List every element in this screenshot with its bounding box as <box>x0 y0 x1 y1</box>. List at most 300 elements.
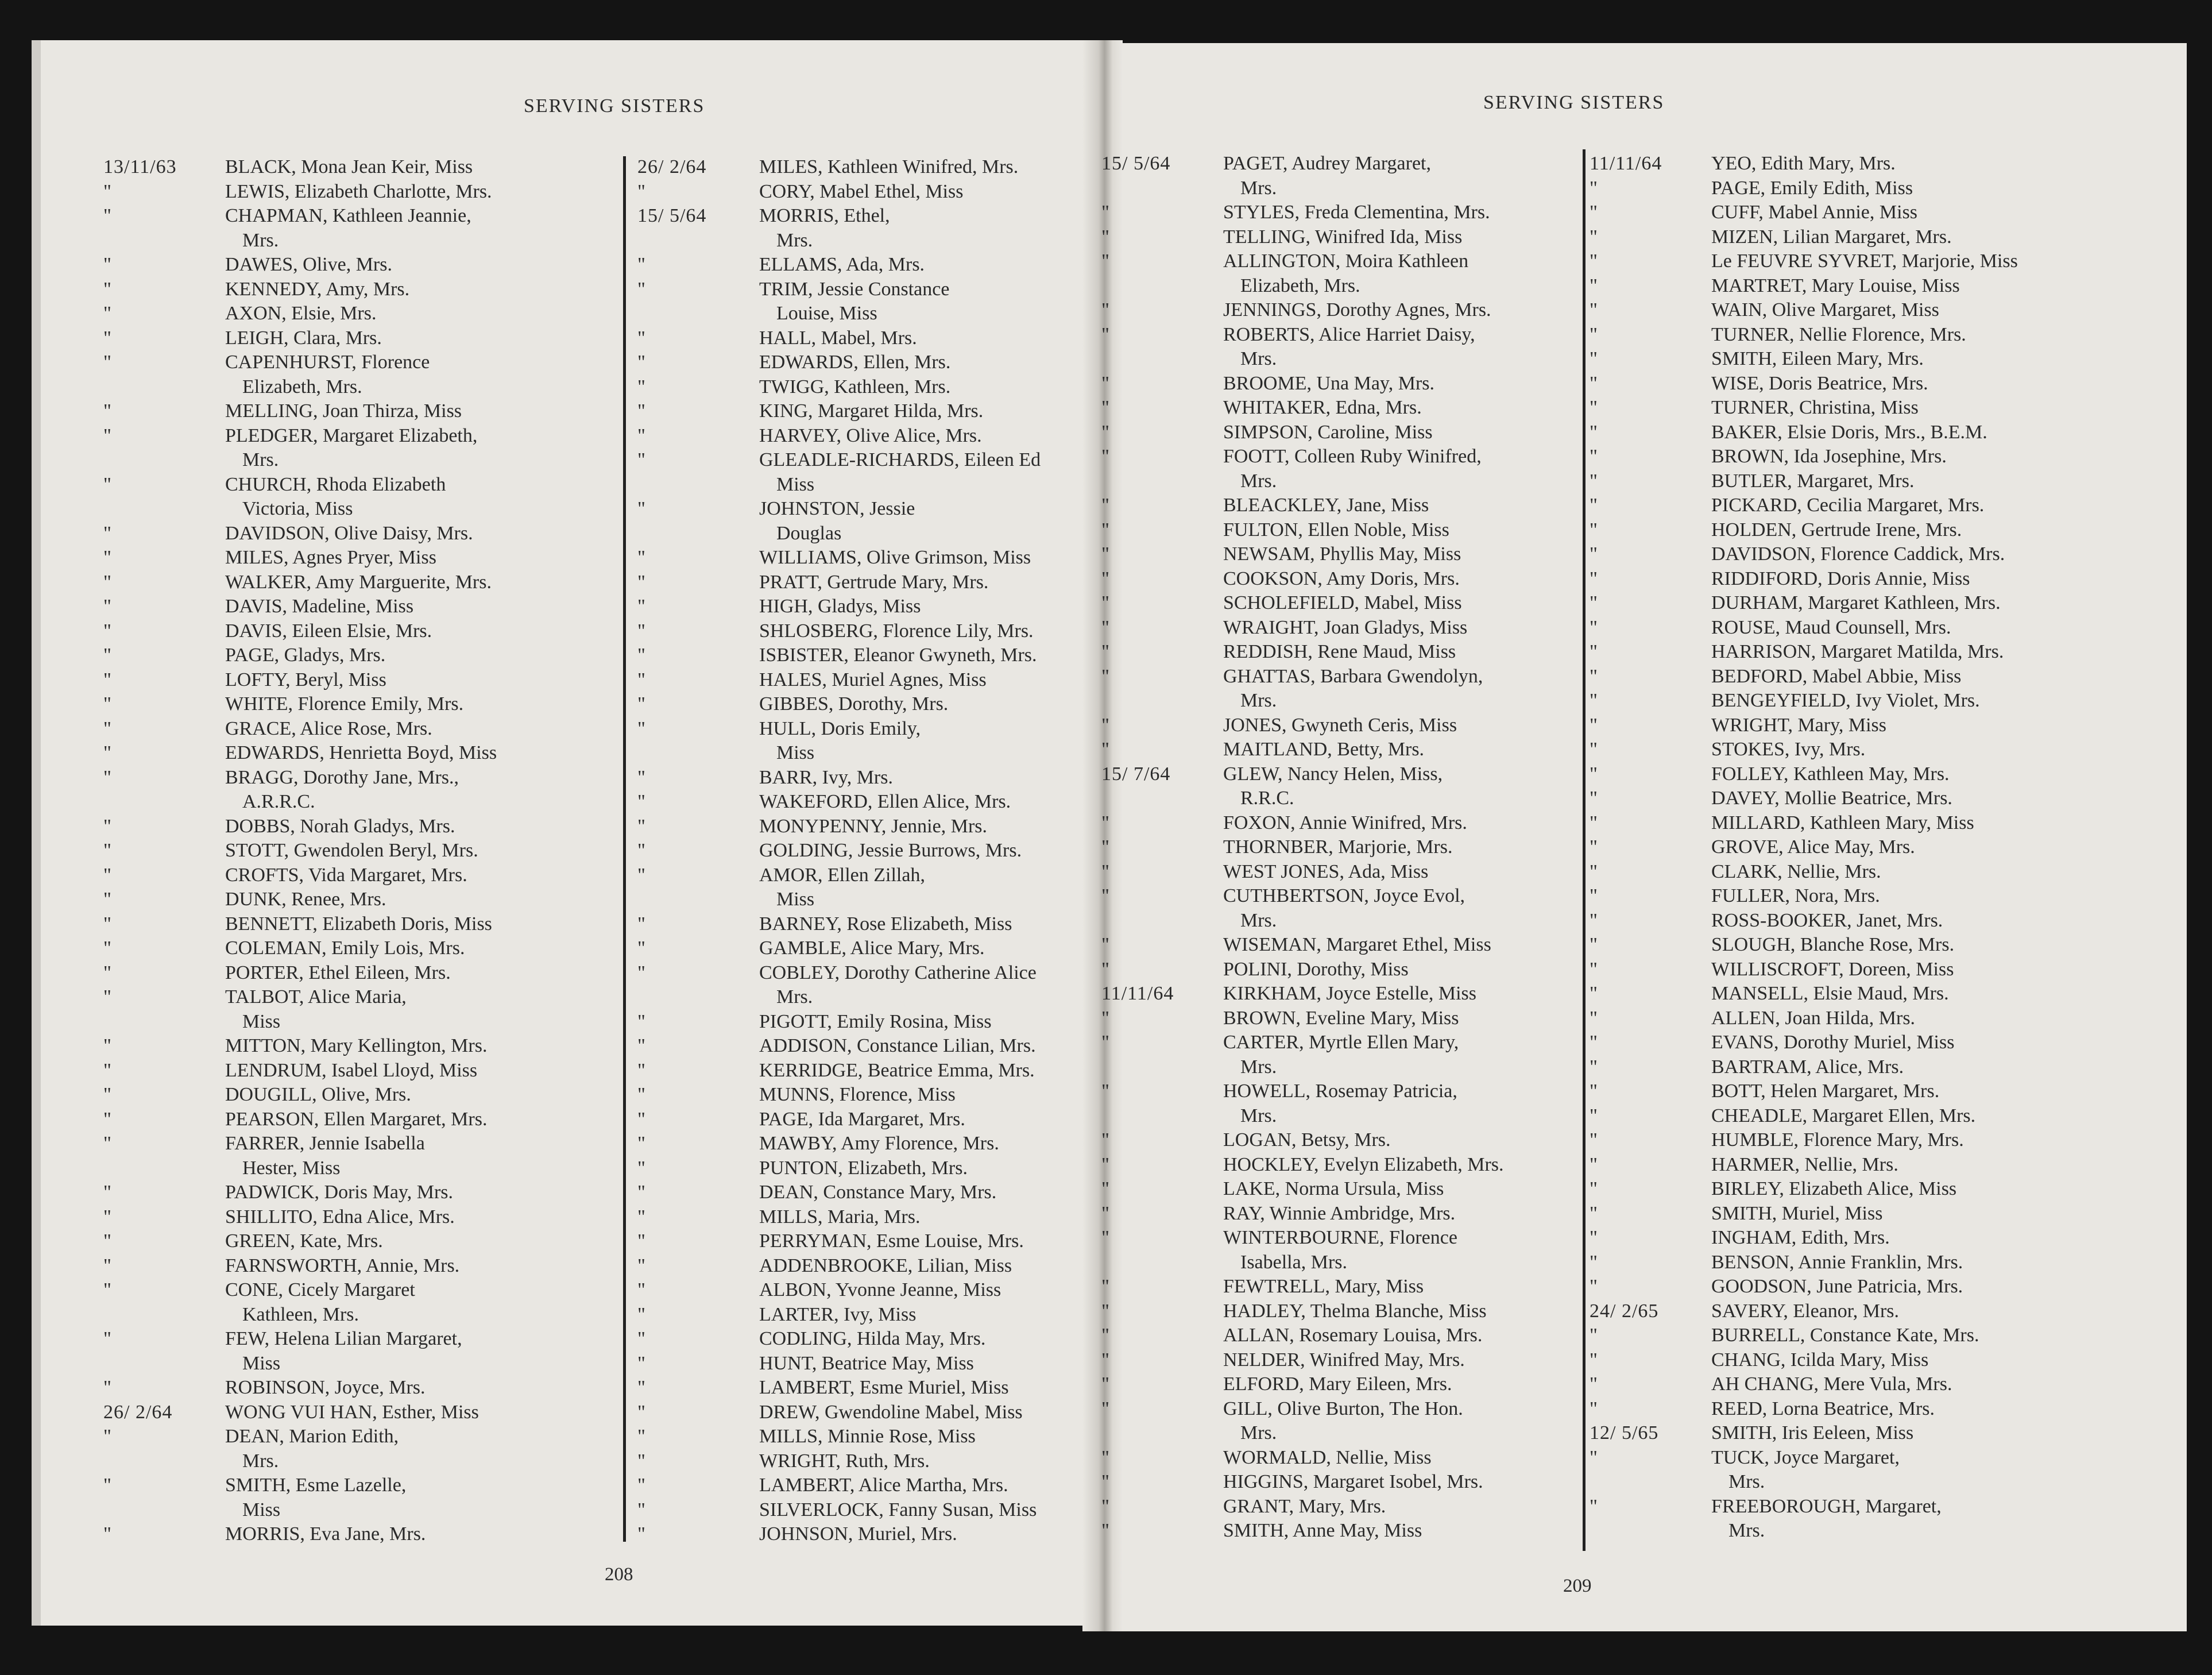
entry-name: BROWN, Ida Josephine, Mrs. <box>1711 446 1947 467</box>
entry-date: " <box>637 1108 646 1130</box>
list-item <box>1101 884 1581 909</box>
entry-date: " <box>637 840 646 861</box>
entry-date: " <box>637 1401 646 1423</box>
list-item <box>1590 298 2181 323</box>
entry-name: Kathleen, Mrs. <box>242 1303 359 1325</box>
entry-date: 26/ 2/64 <box>637 156 707 177</box>
entry-date: " <box>1101 934 1110 955</box>
entry-date: " <box>103 1059 112 1081</box>
list-item <box>637 1229 1080 1254</box>
entry-date: " <box>1590 763 1598 785</box>
entry-name: GAMBLE, Alice Mary, Mrs. <box>759 937 985 959</box>
list-item <box>103 570 620 595</box>
entry-date: " <box>103 180 112 202</box>
list-item <box>1101 1446 1581 1471</box>
entry-name: EDWARDS, Henrietta Boyd, Miss <box>225 742 497 763</box>
entry-name: Hester, Miss <box>242 1157 341 1179</box>
entry-name: CHEADLE, Margaret Ellen, Mrs. <box>1711 1105 1976 1126</box>
list-item <box>103 692 620 717</box>
entry-name: ELLAMS, Ada, Mrs. <box>759 254 925 275</box>
entry-name: A.R.R.C. <box>242 791 315 812</box>
list-item <box>1590 1495 2181 1519</box>
entry-name: THORNBER, Marjorie, Mrs. <box>1223 836 1453 858</box>
entry-date: " <box>1101 1495 1110 1517</box>
list-item <box>1101 200 1581 225</box>
list-item <box>637 1400 1080 1425</box>
entry-list <box>1590 152 2181 1543</box>
list-item <box>103 1010 620 1035</box>
entry-name: DEAN, Constance Mary, Mrs. <box>759 1182 997 1203</box>
entry-name: FEW, Helena Lilian Margaret, <box>225 1328 462 1349</box>
list-item <box>1590 493 2181 518</box>
entry-date: " <box>1101 860 1110 882</box>
entry-date: " <box>637 1377 646 1398</box>
entry-date: " <box>637 1499 646 1520</box>
entry-name: TUCK, Joyce Margaret, <box>1711 1446 1900 1468</box>
entry-date: " <box>1101 250 1110 272</box>
entry-name: Mrs. <box>1728 1471 1765 1492</box>
entry-date: " <box>1590 690 1598 711</box>
list-item <box>103 1425 620 1449</box>
list-item <box>1101 1397 1581 1422</box>
entry-name: PAGE, Ida Margaret, Mrs. <box>759 1108 965 1130</box>
list-item <box>1101 518 1581 543</box>
list-item <box>637 375 1080 400</box>
entry-date: " <box>1590 665 1598 687</box>
entry-date: " <box>637 1255 646 1276</box>
entry-name: TWIGG, Kathleen, Mrs. <box>759 376 951 397</box>
entry-name: HUMBLE, Florence Mary, Mrs. <box>1711 1129 1964 1151</box>
entry-date: " <box>637 1230 646 1252</box>
entry-date: " <box>1590 1398 1598 1419</box>
list-item <box>637 1156 1080 1181</box>
entry-date: " <box>1590 495 1598 516</box>
entry-name: STYLES, Freda Clementina, Mrs. <box>1223 202 1490 223</box>
entry-name: STOTT, Gwendolen Beryl, Mrs. <box>225 840 478 861</box>
list-item <box>637 522 1080 546</box>
entry-name: INGHAM, Edith, Mrs. <box>1711 1227 1890 1248</box>
entry-name: CARTER, Myrtle Ellen Mary, <box>1223 1032 1459 1053</box>
entry-date: " <box>103 1523 112 1545</box>
list-item <box>1590 884 2181 909</box>
entry-date: " <box>637 1279 646 1300</box>
entry-name: Louise, Miss <box>776 303 877 324</box>
list-item <box>1101 249 1581 274</box>
list-item <box>637 1034 1080 1059</box>
entry-date: " <box>1590 568 1598 589</box>
list-item <box>637 790 1080 815</box>
entry-name: EVANS, Dorothy Muriel, Miss <box>1711 1032 1955 1053</box>
entry-date: 11/11/64 <box>1101 983 1174 1004</box>
entry-date: " <box>103 986 112 1008</box>
entry-name: AH CHANG, Mere Vula, Mrs. <box>1711 1373 1952 1395</box>
list-item <box>637 570 1080 595</box>
entry-date: " <box>1590 1251 1598 1273</box>
entry-name: BROOME, Una May, Mrs. <box>1223 372 1435 394</box>
entry-name: KERRIDGE, Beatrice Emma, Mrs. <box>759 1059 1035 1081</box>
entry-date: " <box>1101 1349 1110 1371</box>
entry-date: " <box>103 1255 112 1276</box>
entry-date: " <box>1101 299 1110 321</box>
entry-date: " <box>103 1182 112 1203</box>
entry-name: BIRLEY, Elizabeth Alice, Miss <box>1711 1178 1957 1199</box>
entry-date: " <box>637 571 646 593</box>
entry-date: " <box>1590 470 1598 492</box>
entry-name: PAGET, Audrey Margaret, <box>1223 153 1431 174</box>
entry-date: " <box>103 1084 112 1105</box>
entry-date: " <box>103 1230 112 1252</box>
entry-name: SLOUGH, Blanche Rose, Mrs. <box>1711 934 1955 955</box>
entry-name: Mrs. <box>1240 177 1277 199</box>
entry-name: LENDRUM, Isabel Lloyd, Miss <box>225 1059 478 1081</box>
entry-name: PEARSON, Ellen Margaret, Mrs. <box>225 1108 488 1130</box>
entry-name: CUTHBERTSON, Joyce Evol, <box>1223 885 1465 906</box>
entry-date: " <box>1590 1349 1598 1371</box>
entry-date: " <box>1590 739 1598 760</box>
entry-date: " <box>1590 348 1598 369</box>
list-item <box>1590 1006 2181 1031</box>
entry-date: " <box>1101 568 1110 589</box>
entry-date: 26/ 2/64 <box>103 1401 173 1423</box>
entry-name: FREEBOROUGH, Margaret, <box>1711 1495 1942 1517</box>
entry-name: WORMALD, Nellie, Miss <box>1223 1446 1432 1468</box>
list-item <box>1101 982 1581 1006</box>
entry-name: SMITH, Muriel, Miss <box>1711 1202 1883 1224</box>
entry-name: SHLOSBERG, Florence Lily, Mrs. <box>759 620 1034 642</box>
entry-name: FULLER, Nora, Mrs. <box>1711 885 1880 906</box>
entry-date: " <box>103 327 112 349</box>
entry-date: " <box>1590 909 1598 931</box>
entry-name: Mrs. <box>776 986 813 1008</box>
entry-name: BRAGG, Dorothy Jane, Mrs., <box>225 766 459 788</box>
entry-name: BENGEYFIELD, Ivy Violet, Mrs. <box>1711 690 1980 711</box>
entry-date: " <box>637 449 646 470</box>
entry-date: " <box>637 937 646 959</box>
entry-name: CHURCH, Rhoda Elizabeth <box>225 473 446 495</box>
entry-name: PUNTON, Elizabeth, Mrs. <box>759 1157 968 1179</box>
entry-name: POLINI, Dorothy, Miss <box>1223 958 1409 980</box>
left-column-divider <box>623 156 626 1542</box>
entry-date: " <box>637 254 646 275</box>
entry-date: " <box>103 205 112 226</box>
entry-name: ROUSE, Maud Counsell, Mrs. <box>1711 616 1951 638</box>
entry-name: REED, Lorna Beatrice, Mrs. <box>1711 1398 1935 1419</box>
entry-name: MORRIS, Eva Jane, Mrs. <box>225 1523 426 1545</box>
list-item <box>1101 298 1581 323</box>
entry-name: FARRER, Jennie Isabella <box>225 1133 425 1154</box>
list-item <box>637 1278 1080 1303</box>
list-item <box>1101 1421 1581 1446</box>
entry-name: PERRYMAN, Esme Louise, Mrs. <box>759 1230 1024 1252</box>
list-item <box>637 1425 1080 1449</box>
list-item <box>103 473 620 497</box>
list-item <box>1590 762 2181 787</box>
entry-date: " <box>103 596 112 617</box>
entry-name: MUNNS, Florence, Miss <box>759 1084 956 1105</box>
page-number: 208 <box>605 1564 633 1585</box>
list-item <box>1590 445 2181 469</box>
list-item <box>1101 1495 1581 1519</box>
list-item <box>1101 811 1581 836</box>
entry-date: " <box>1101 226 1110 248</box>
list-item <box>103 790 620 815</box>
list-item <box>637 546 1080 570</box>
entry-date: " <box>1590 1325 1598 1346</box>
list-item <box>1590 1397 2181 1422</box>
list-item <box>103 326 620 351</box>
entry-name: TELLING, Winifred Ida, Miss <box>1223 226 1463 248</box>
entry-date: " <box>1101 323 1110 345</box>
entry-date: " <box>103 962 112 983</box>
entry-date: " <box>637 327 646 349</box>
entry-date: " <box>103 400 112 422</box>
entry-name: LEWIS, Elizabeth Charlotte, Mrs. <box>225 180 492 202</box>
entry-date: " <box>1590 812 1598 833</box>
entry-name: WRIGHT, Mary, Miss <box>1711 714 1887 736</box>
list-item <box>637 497 1080 522</box>
entry-name: MIZEN, Lilian Margaret, Mrs. <box>1711 226 1952 248</box>
list-item <box>637 473 1080 497</box>
entry-name: ADDISON, Constance Lilian, Mrs. <box>759 1035 1036 1056</box>
entry-name: PADWICK, Doris May, Mrs. <box>225 1182 453 1203</box>
entry-date: " <box>1101 421 1110 443</box>
list-item <box>1101 958 1581 982</box>
list-item <box>637 399 1080 424</box>
entry-name: SMITH, Anne May, Miss <box>1223 1520 1422 1541</box>
entry-name: SMITH, Eileen Mary, Mrs. <box>1711 348 1924 369</box>
entry-date: " <box>637 693 646 715</box>
entry-name: ALLAN, Rosemary Louisa, Mrs. <box>1223 1325 1483 1346</box>
entry-name: PLEDGER, Margaret Elizabeth, <box>225 424 478 446</box>
list-item <box>1101 372 1581 396</box>
entry-date: " <box>1590 1080 1598 1102</box>
entry-name: NEWSAM, Phyllis May, Miss <box>1223 543 1461 565</box>
entry-name: PAGE, Gladys, Mrs. <box>225 644 386 666</box>
list-item <box>1590 1177 2181 1202</box>
entry-name: HOWELL, Rosemay Patricia, <box>1223 1080 1457 1102</box>
entry-date: " <box>103 303 112 324</box>
list-item <box>1590 420 2181 445</box>
entry-date: " <box>1590 958 1598 980</box>
entry-name: MILES, Kathleen Winifred, Mrs. <box>759 156 1019 177</box>
list-item <box>103 1107 620 1132</box>
list-item <box>1590 518 2181 543</box>
list-item <box>1101 1323 1581 1348</box>
entry-date: " <box>1590 1007 1598 1029</box>
entry-name: GROVE, Alice May, Mrs. <box>1711 836 1915 858</box>
entry-name: ROBERTS, Alice Harriet Daisy, <box>1223 323 1475 345</box>
entry-date: " <box>1101 1398 1110 1419</box>
entry-name: JOHNSTON, Jessie <box>759 498 915 519</box>
entry-name: MARTRET, Mary Louise, Miss <box>1711 275 1960 296</box>
list-item <box>1590 1323 2181 1348</box>
entry-name: CLARK, Nellie, Mrs. <box>1711 860 1881 882</box>
entry-date: " <box>1590 788 1598 809</box>
entry-name: BARTRAM, Alice, Mrs. <box>1711 1056 1904 1078</box>
entry-date: " <box>103 693 112 715</box>
list-item <box>1590 811 2181 836</box>
entry-name: HIGGINS, Margaret Isobel, Mrs. <box>1223 1471 1483 1492</box>
list-item <box>1101 1031 1581 1055</box>
entry-list <box>103 155 620 1547</box>
entry-date: " <box>637 1010 646 1032</box>
entry-name: LEIGH, Clara, Mrs. <box>225 327 382 349</box>
entry-name: GOLDING, Jessie Burrows, Mrs. <box>759 840 1022 861</box>
entry-date: " <box>637 1059 646 1081</box>
entry-name: WEST JONES, Ada, Miss <box>1223 860 1429 882</box>
entry-date: " <box>1590 446 1598 467</box>
entry-date: " <box>103 1426 112 1447</box>
entry-name: CHANG, Icilda Mary, Miss <box>1711 1349 1929 1371</box>
entry-date: " <box>1101 1373 1110 1395</box>
entry-name: BUTLER, Margaret, Mrs. <box>1711 470 1915 492</box>
entry-name: MAITLAND, Betty, Mrs. <box>1223 739 1425 760</box>
list-item <box>103 350 620 375</box>
entry-date: " <box>103 1475 112 1496</box>
list-item <box>103 1400 620 1425</box>
list-item <box>1590 640 2181 665</box>
list-item <box>1101 1226 1581 1251</box>
entry-date: " <box>637 1133 646 1154</box>
entry-date: 15/ 7/64 <box>1101 763 1171 785</box>
entry-date: " <box>1101 714 1110 736</box>
entry-date: " <box>1590 275 1598 296</box>
entry-name: GHATTAS, Barbara Gwendolyn, <box>1223 665 1483 687</box>
entry-date: " <box>1590 983 1598 1004</box>
list-item <box>103 204 620 229</box>
entry-date: " <box>637 1352 646 1374</box>
list-item <box>1101 1055 1581 1080</box>
entry-date: " <box>103 1279 112 1300</box>
entry-date: " <box>103 669 112 690</box>
list-item <box>1101 445 1581 469</box>
entry-name: CHAPMAN, Kathleen Jeannie, <box>225 205 471 226</box>
entry-date: " <box>1590 543 1598 565</box>
entry-name: Mrs. <box>1240 690 1277 711</box>
entry-name: BENSON, Annie Franklin, Mrs. <box>1711 1251 1963 1273</box>
entry-date: " <box>637 180 646 202</box>
list-item <box>637 424 1080 449</box>
entry-name: Elizabeth, Mrs. <box>242 376 362 397</box>
entry-name: GLEW, Nancy Helen, Miss, <box>1223 763 1443 785</box>
entry-name: MILLS, Maria, Mrs. <box>759 1206 921 1228</box>
list-item <box>1590 200 2181 225</box>
entry-date: " <box>1101 1446 1110 1468</box>
entry-date: " <box>637 620 646 642</box>
list-item <box>1590 786 2181 811</box>
entry-name: Mrs. <box>1240 1105 1277 1126</box>
entry-name: GRACE, Alice Rose, Mrs. <box>225 717 432 739</box>
entry-name: FOLLEY, Kathleen May, Mrs. <box>1711 763 1950 785</box>
entry-name: ISBISTER, Eleanor Gwyneth, Mrs. <box>759 644 1037 666</box>
entry-name: DREW, Gwendoline Mabel, Miss <box>759 1401 1023 1423</box>
list-item <box>1101 1153 1581 1178</box>
entry-name: AXON, Elsie, Mrs. <box>225 303 377 324</box>
list-item <box>103 936 620 961</box>
list-item <box>1590 860 2181 885</box>
entry-name: COBLEY, Dorothy Catherine Alice <box>759 962 1037 983</box>
list-item <box>103 766 620 790</box>
entry-name: GOODSON, June Patricia, Mrs. <box>1711 1276 1963 1297</box>
list-item <box>1590 616 2181 640</box>
entry-name: WAKEFORD, Ellen Alice, Mrs. <box>759 791 1011 812</box>
list-item <box>1590 713 2181 738</box>
entry-name: WRIGHT, Ruth, Mrs. <box>759 1450 930 1472</box>
list-item <box>637 961 1080 986</box>
entry-name: Mrs. <box>1240 1056 1277 1078</box>
entry-name: BOTT, Helen Margaret, Mrs. <box>1711 1080 1940 1102</box>
entry-name: DAVIS, Eileen Elsie, Mrs. <box>225 620 432 642</box>
entry-name: BLACK, Mona Jean Keir, Miss <box>225 156 473 177</box>
entry-name: KING, Margaret Hilda, Mrs. <box>759 400 984 422</box>
list-item <box>1590 689 2181 713</box>
list-item <box>637 1083 1080 1107</box>
list-item <box>103 229 620 253</box>
list-item <box>1590 1128 2181 1153</box>
entry-name: WHITE, Florence Emily, Mrs. <box>225 693 464 715</box>
list-item <box>1101 738 1581 762</box>
list-item <box>1101 591 1581 616</box>
entry-date: " <box>1590 934 1598 955</box>
entry-name: WISE, Doris Beatrice, Mrs. <box>1711 372 1928 394</box>
list-item <box>1590 1348 2181 1373</box>
entry-name: LAMBERT, Alice Martha, Mrs. <box>759 1475 1008 1496</box>
entry-name: HIGH, Gladys, Miss <box>759 596 921 617</box>
entry-name: TALBOT, Alice Maria, <box>225 986 407 1008</box>
list-item <box>103 399 620 424</box>
entry-date: " <box>1590 1129 1598 1151</box>
entry-name: SHILLITO, Edna Alice, Mrs. <box>225 1206 455 1228</box>
entry-date: " <box>1590 1446 1598 1468</box>
entry-date: " <box>103 1133 112 1154</box>
entry-date: " <box>637 278 646 300</box>
entry-date: " <box>1590 1178 1598 1199</box>
entry-name: WRAIGHT, Joan Gladys, Miss <box>1223 616 1468 638</box>
list-item <box>1101 933 1581 958</box>
entry-date: " <box>637 1206 646 1228</box>
entry-date: " <box>1101 1007 1110 1029</box>
entry-name: CONE, Cicely Margaret <box>225 1279 415 1300</box>
entry-date: " <box>103 547 112 568</box>
list-item <box>103 1522 620 1547</box>
list-item <box>637 1352 1080 1376</box>
entry-name: JENNINGS, Dorothy Agnes, Mrs. <box>1223 299 1491 321</box>
entry-name: CROFTS, Vida Margaret, Mrs. <box>225 864 467 886</box>
entry-date: " <box>1101 641 1110 662</box>
list-item <box>103 863 620 888</box>
list-item <box>1101 1006 1581 1031</box>
entry-name: WISEMAN, Margaret Ethel, Miss <box>1223 934 1491 955</box>
list-item <box>637 1010 1080 1035</box>
entry-date: " <box>637 1182 646 1203</box>
list-item <box>637 1449 1080 1474</box>
entry-date: " <box>637 376 646 397</box>
list-item <box>103 815 620 839</box>
list-item <box>637 1498 1080 1523</box>
list-item <box>637 619 1080 644</box>
entry-name: Miss <box>776 473 815 495</box>
list-item <box>1590 347 2181 372</box>
list-item <box>103 277 620 302</box>
list-item <box>103 1376 620 1400</box>
entry-name: Douglas <box>776 522 842 544</box>
entry-name: YEO, Edith Mary, Mrs. <box>1711 153 1896 174</box>
entry-name: MILES, Agnes Pryer, Miss <box>225 547 436 568</box>
entry-date: " <box>103 864 112 886</box>
entry-name: MITTON, Mary Kellington, Mrs. <box>225 1035 488 1056</box>
list-item <box>1590 372 2181 396</box>
list-item <box>637 302 1080 326</box>
